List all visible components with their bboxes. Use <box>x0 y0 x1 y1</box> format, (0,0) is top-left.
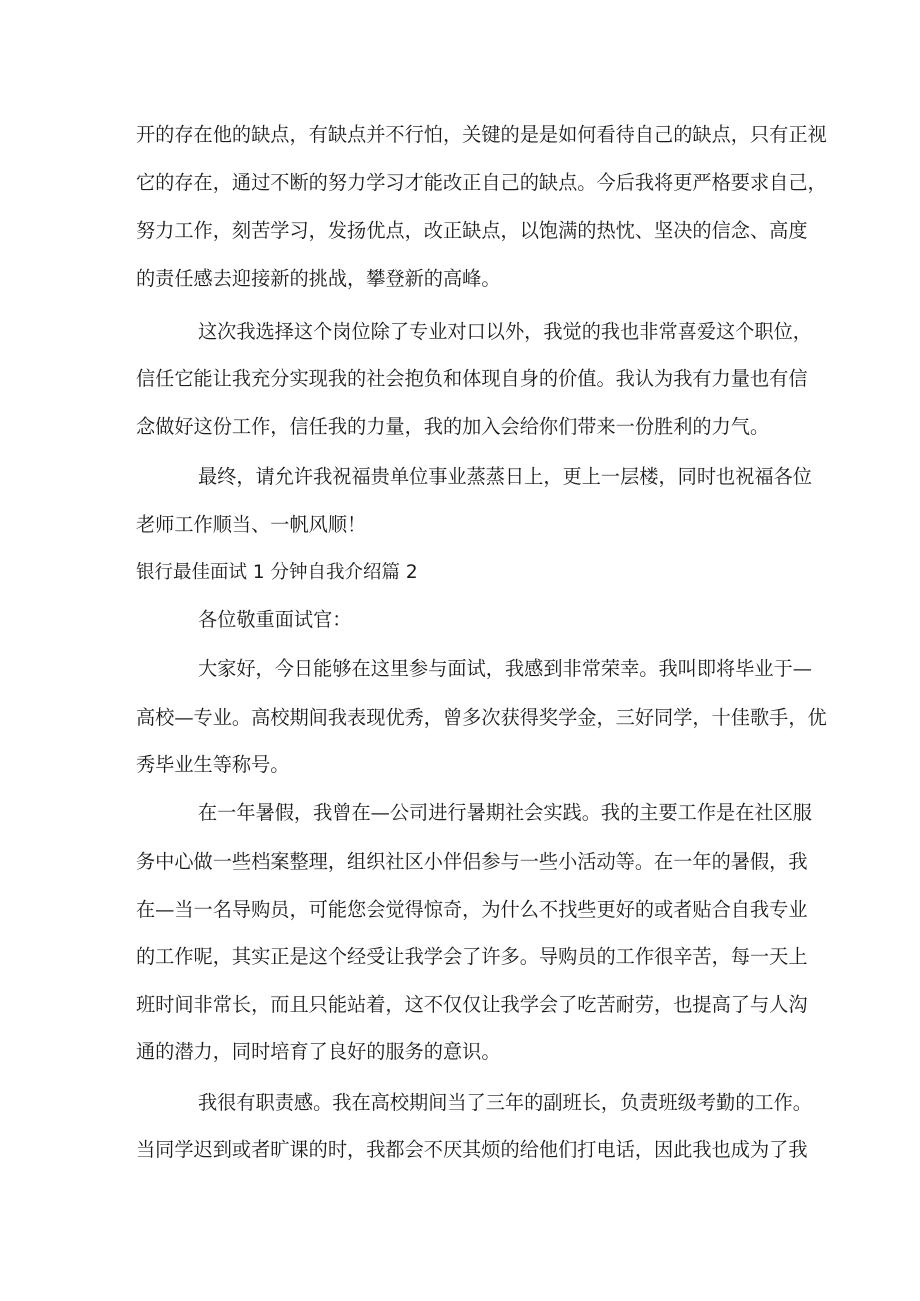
text-line: 信任它能让我充分实现我的社会抱负和体现自身的价值。我认为我有力量也有信 <box>136 367 808 390</box>
text-line: 通的潜力，同时培育了良好的服务的意识。 <box>136 1040 501 1063</box>
salutation-line: 各位敬重面试官： <box>198 608 352 631</box>
text-line: 在—当一名导购员，可能您会觉得惊奇，为什么不找些更好的或者贴合自我专业 <box>136 898 808 921</box>
text-line: 开的存在他的缺点，有缺点并不行怕，关键的是是如何看待自己的缺点，只有正视 <box>136 123 827 146</box>
text-line: 它的存在，通过不断的努力学习才能改正自己的缺点。今后我将更严格要求自己， <box>136 171 827 194</box>
paragraph-first-line: 最终，请允许我祝福贵单位事业蒸蒸日上，更上一层楼，同时也祝福各位 <box>198 465 812 488</box>
paragraph-first-line: 我很有职责感。我在高校期间当了三年的副班长，负责班级考勤的工作。 <box>198 1091 812 1114</box>
paragraph-first-line: 在一年暑假，我曾在—公司进行暑期社会实践。我的主要工作是在社区服 <box>198 801 812 824</box>
paragraph-first-line: 这次我选择这个岗位除了专业对口以外，我觉的我也非常喜爱这个职位， <box>198 320 812 343</box>
text-line: 努力工作，刻苦学习，发扬优点，改正缺点，以饱满的热忱、坚决的信念、高度 <box>136 219 808 242</box>
text-line: 老师工作顺当、一帆风顺！ <box>136 513 367 536</box>
text-line: 的责任感去迎接新的挑战，攀登新的高峰。 <box>136 267 501 290</box>
text-line: 当同学迟到或者旷课的时，我都会不厌其烦的给他们打电话，因此我也成为了我 <box>136 1138 808 1161</box>
text-line: 的工作呢，其实正是这个经受让我学会了许多。导购员的工作很辛苦，每一天上 <box>136 945 808 968</box>
text-line: 班时间非常长，而且只能站着，这不仅仅让我学会了吃苦耐劳，也提高了与人沟 <box>136 993 808 1016</box>
text-line: 务中心做一些档案整理，组织社区小伴侣参与一些小活动等。在一年的暑假，我 <box>136 850 808 873</box>
paragraph-first-line: 大家好，今日能够在这里参与面试，我感到非常荣幸。我叫即将毕业于— <box>198 657 812 680</box>
text-line: 念做好这份工作，信任我的力量，我的加入会给你们带来一份胜利的力气。 <box>136 415 770 438</box>
section-heading: 银行最佳面试 1 分钟自我介绍篇 2 <box>136 562 418 583</box>
text-line: 秀毕业生等称号。 <box>136 753 290 776</box>
text-line: 高校—专业。高校期间我表现优秀，曾多次获得奖学金，三好同学，十佳歌手，优 <box>136 706 827 729</box>
